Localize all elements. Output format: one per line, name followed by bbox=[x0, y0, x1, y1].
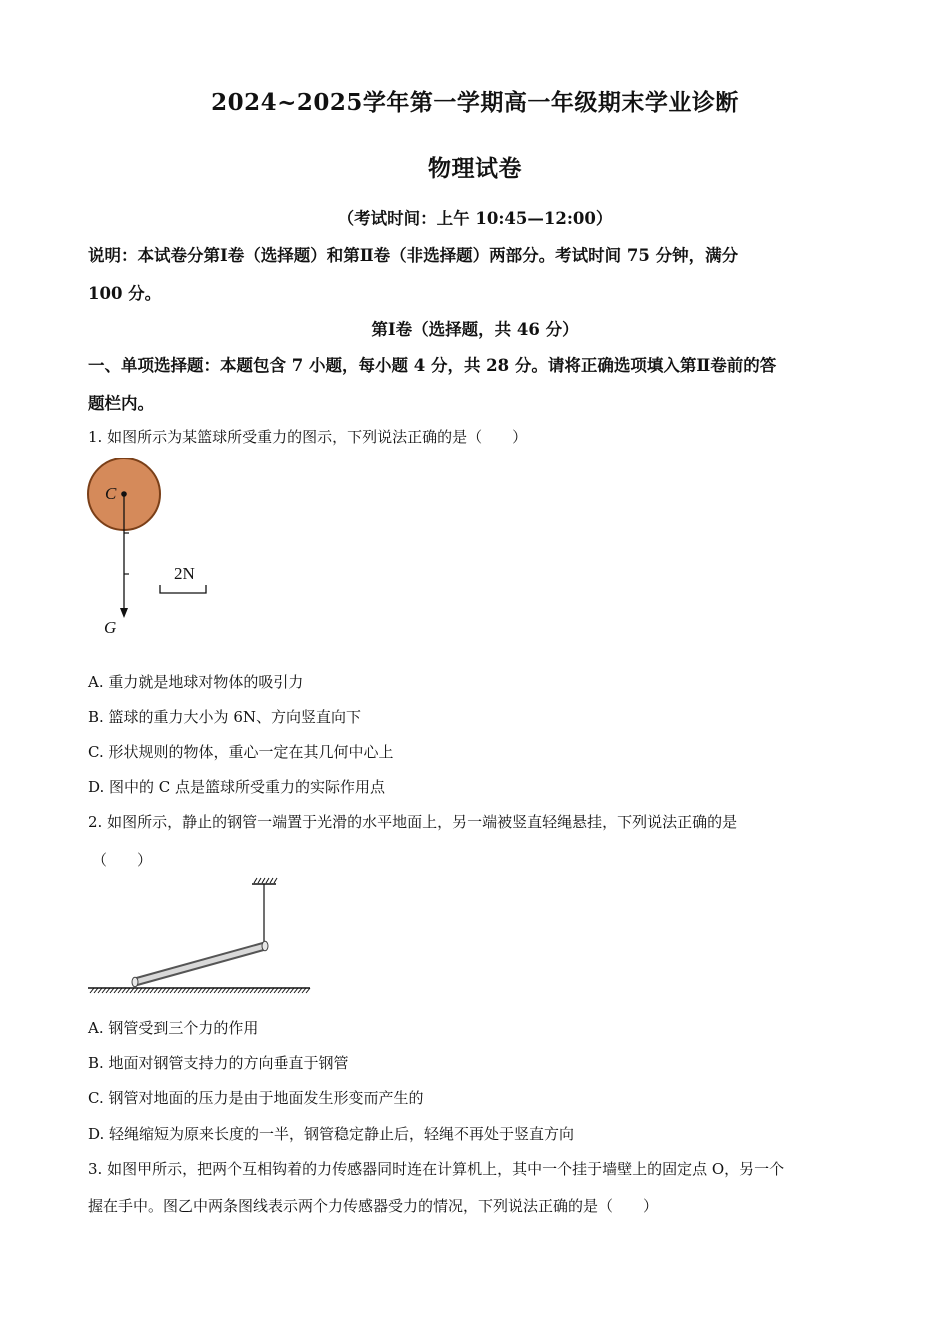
exam-note-line1: 说明：本试卷分第Ⅰ卷（选择题）和第Ⅱ卷（非选择题）两部分。考试时间 75 分钟，满分 bbox=[88, 246, 739, 265]
question-2-option-a: A. 钢管受到三个力的作用 bbox=[88, 1019, 259, 1037]
section-title: 第Ⅰ卷（选择题，共 46 分） bbox=[371, 320, 579, 339]
label-c: C bbox=[105, 484, 117, 503]
question-2-option-b: B. 地面对钢管支持力的方向垂直于钢管 bbox=[88, 1054, 349, 1072]
exam-title: 2024~2025学年第一学期高一年级期末学业诊断 bbox=[211, 89, 739, 116]
scale-bar bbox=[160, 585, 206, 593]
question-1-option-a: A. 重力就是地球对物体的吸引力 bbox=[88, 673, 304, 691]
question-1-option-d: D. 图中的 C 点是篮球所受重力的实际作用点 bbox=[88, 778, 386, 796]
steel-pipe bbox=[132, 941, 268, 987]
label-g: G bbox=[104, 618, 117, 637]
question-3-stem-line2: 握在手中。图乙中两条图线表示两个力传感器受力的情况，下列说法正确的是（ ） bbox=[88, 1197, 659, 1215]
question-1-stem: 1. 如图所示为某篮球所受重力的图示，下列说法正确的是（ ） bbox=[88, 428, 528, 446]
exam-note-line2: 100 分。 bbox=[88, 284, 162, 303]
question-1-option-b: B. 篮球的重力大小为 6N、方向竖直向下 bbox=[88, 708, 361, 726]
question-3-stem: 3. 如图甲所示，把两个互相钩着的力传感器同时连在计算机上，其中一个挂于墙壁上的固定点 O，另一个 bbox=[88, 1160, 785, 1178]
exam-subtitle: 物理试卷 bbox=[428, 155, 522, 182]
part-instructions-line2: 题栏内。 bbox=[88, 394, 154, 413]
exam-time: （考试时间：上午 10:45—12:00） bbox=[337, 209, 613, 228]
part-instructions-line1: 一、单项选择题：本题包含 7 小题，每小题 4 分，共 28 分。请将正确选项填入第Ⅱ卷前的答 bbox=[88, 356, 777, 375]
basketball-gravity-figure bbox=[80, 458, 230, 643]
question-2-option-c: C. 钢管对地面的压力是由于地面发生形变而产生的 bbox=[88, 1089, 424, 1107]
question-1-option-c: C. 形状规则的物体，重心一定在其几何中心上 bbox=[88, 743, 394, 761]
question-2-stem-line2: （ ） bbox=[92, 851, 153, 869]
gravity-arrowhead bbox=[120, 608, 128, 618]
question-2-option-d: D. 轻绳缩短为原来长度的一半，钢管稳定静止后，轻绳不再处于竖直方向 bbox=[88, 1125, 575, 1143]
ceiling-hatch bbox=[254, 878, 277, 883]
question-2-stem: 2. 如图所示，静止的钢管一端置于光滑的水平地面上，另一端被竖直轻绳悬挂，下列说法正确的是 bbox=[88, 813, 738, 831]
scale-label: 2N bbox=[174, 564, 195, 583]
steel-pipe-figure bbox=[86, 876, 316, 998]
